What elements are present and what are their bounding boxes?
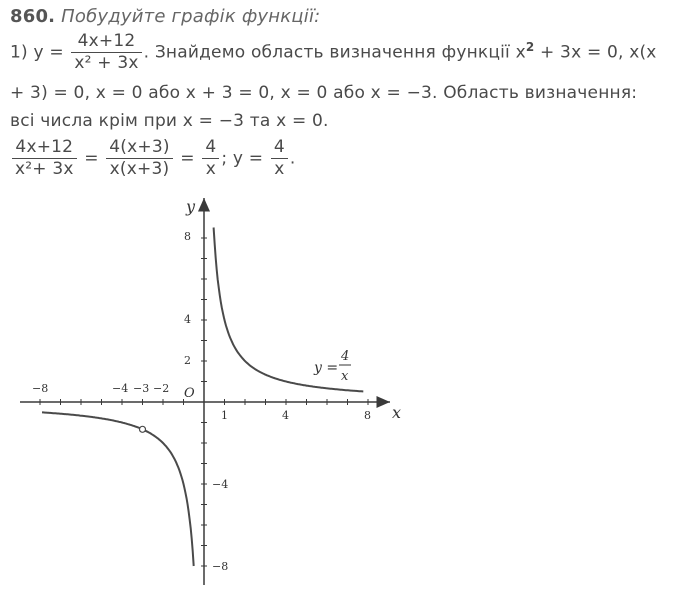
eq-fraction-1-num: 4x+12 <box>12 138 77 159</box>
eq-fraction-3-num: 4 <box>202 138 219 159</box>
x-tick-label: −2 <box>153 382 170 395</box>
eq-separator: ; y = <box>221 148 264 169</box>
excluded-point-marker <box>140 426 146 432</box>
eq-fraction-4-num: 4 <box>271 138 288 159</box>
curve-label-prefix: y = <box>314 360 339 376</box>
x-tick-label: 8 <box>364 409 371 422</box>
solution-line-2: + 3) = 0, x = 0 або x + 3 = 0, x = 0 або x = −3. Область визначення: <box>10 83 638 103</box>
curve-branch-positive <box>214 228 364 392</box>
y-tick-label: 2 <box>184 354 191 367</box>
item-label: 1) <box>10 42 28 63</box>
equals-sign: = <box>84 148 99 169</box>
solution-line-3: всі числа крім при x = −3 та x = 0. <box>10 111 329 131</box>
eq-fraction-2-num: 4(x+3) <box>106 138 172 159</box>
problem-number: 860. <box>10 6 56 27</box>
y-tick-label: −4 <box>212 478 229 491</box>
x-tick-label: 4 <box>282 409 289 422</box>
line1-text-a: . Знайдемо область визначення функції x <box>143 42 526 63</box>
curve-branch-negative <box>42 412 194 566</box>
fraction-denominator: x² + 3x <box>74 53 139 73</box>
y-axis-label: y <box>186 197 196 216</box>
eq-fraction-4-den: x <box>274 159 285 179</box>
x-tick-label: −8 <box>32 382 49 395</box>
eq-fraction-1-den: x²+ 3x <box>15 159 74 179</box>
x-tick-label: −3 <box>133 382 150 395</box>
line1-text-b: + 3x = 0, x(x <box>534 42 657 63</box>
eq-fraction-3-den: x <box>205 159 216 179</box>
origin-label: O <box>184 386 195 401</box>
eq-end-dot: . <box>289 148 296 169</box>
x-tick-label: −4 <box>112 382 129 395</box>
x-tick-label: 1 <box>221 409 228 422</box>
fraction-numerator: 4x+12 <box>71 32 141 53</box>
line1-sup: 2 <box>525 39 535 54</box>
y-equals: y = <box>33 42 64 63</box>
problem-title: Побудуйте графік функції: <box>61 6 321 27</box>
eq-fraction-2-den: x(x+3) <box>109 159 170 179</box>
curve-label-den: x <box>341 369 349 384</box>
y-tick-label: 8 <box>184 230 191 243</box>
curve-label-num: 4 <box>341 349 350 364</box>
y-tick-label: −8 <box>212 560 229 573</box>
equals-sign: = <box>180 148 195 169</box>
x-axis-label: x <box>392 403 402 422</box>
y-tick-label: 4 <box>184 313 191 326</box>
